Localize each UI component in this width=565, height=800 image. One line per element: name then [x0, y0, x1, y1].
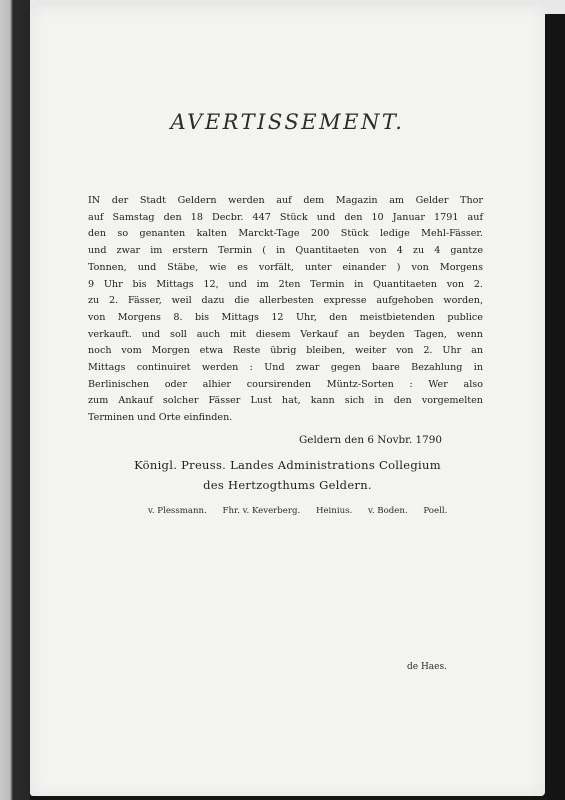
- body-line: Mittags continuiret werden : Und zwar gegen baare Bezahlung in: [88, 362, 483, 374]
- body-line: verkauft. und soll auch mit diesem Verkauf an beyden Tagen, wenn: [88, 328, 483, 340]
- body-line: auf Samstag den 18 Decbr. 447 Stück und den 10 Januar 1791 auf: [88, 211, 483, 223]
- signatory: v. Boden.: [368, 506, 408, 516]
- body-line: 9 Uhr bis Mittags 12, und im 2ten Termin in Quantitaeten von 2.: [88, 278, 483, 290]
- collegium-line: Königl. Preuss. Landes Administrations Collegium: [134, 458, 441, 472]
- body-line: IN der Stadt Geldern werden auf dem Magazin am Gelder Thor: [88, 195, 483, 206]
- scan-binding-edge: [0, 0, 30, 800]
- date-line: Geldern den 6 Novbr. 1790: [299, 434, 442, 446]
- paper-sheet: [30, 6, 545, 796]
- signatory: Fhr. v. Keverberg.: [222, 506, 301, 516]
- body-line: noch vom Morgen etwa Reste übrig bleiben, weiter von 2. Uhr an: [88, 345, 483, 357]
- body-line: den so genanten kalten Marckt-Tage 200 Stück ledige Mehl-Fässer.: [88, 228, 483, 240]
- signatories: [148, 506, 460, 516]
- body-line: Tonnen, und Stäbe, wie es vorfält, unter einander ) von Morgens: [88, 261, 483, 273]
- closing-signature: de Haes.: [407, 662, 447, 672]
- document-title: AVERTISSEMENT.: [170, 110, 405, 134]
- signatory: Poell.: [423, 506, 448, 516]
- body-line: zu 2. Fässer, weil dazu die allerbesten expresse aufgehoben worden,: [88, 295, 483, 307]
- duchy-line: des Hertzogthums Geldern.: [203, 478, 372, 492]
- body-line: Terminen und Orte einfinden.: [88, 412, 233, 424]
- signatory: Heinius.: [315, 506, 353, 516]
- body-line: zum Ankauf solcher Fässer Lust hat, kann sich in den vorgemelten: [88, 395, 483, 407]
- body-line: Berlinischen oder alhier coursirenden Müntz-Sorten : Wer also: [88, 378, 483, 390]
- body-line: von Morgens 8. bis Mittags 12 Uhr, den meistbietenden publice: [88, 311, 483, 323]
- body-line: und zwar im erstern Termin ( in Quantitaeten von 4 zu 4 gantze: [88, 245, 483, 257]
- signatory: v. Plessmann.: [148, 506, 207, 516]
- notice-body: [88, 193, 483, 427]
